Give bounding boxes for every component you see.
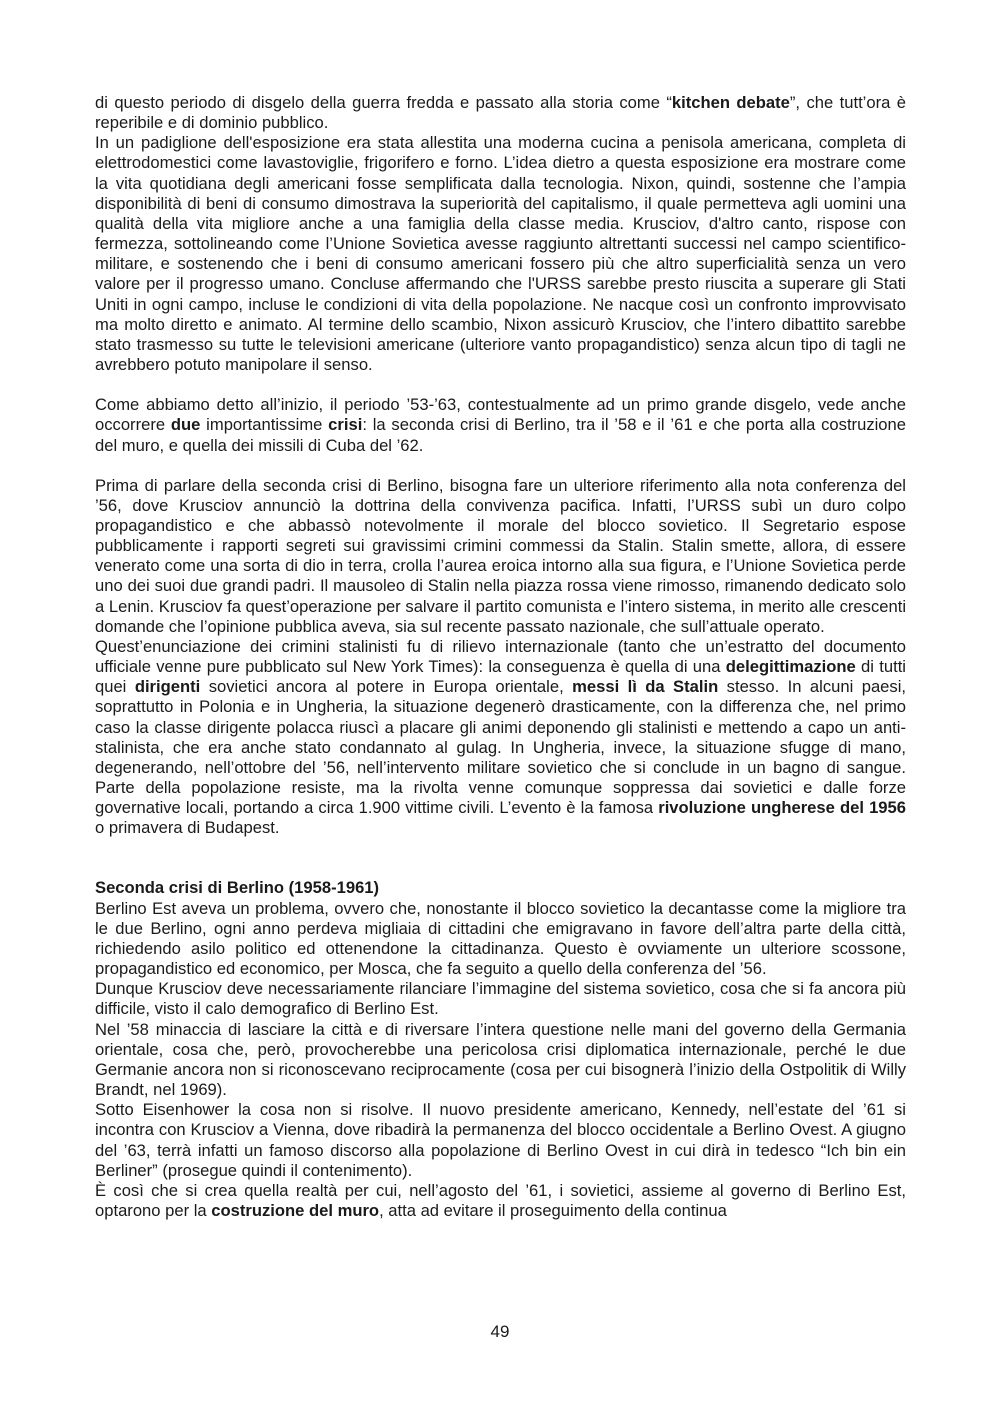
text-run: stesso. In alcuni paesi, soprattutto in Polonia e in Ungheria, la situazione degenerò drasticamente, con la differenza che, nel primo caso la classe dirigente polacca riuscì a placare gli animi deponendo gli stalinisti e mettendo a capo un anti-stalinista, che era anche stato condannato al gulag. In Ungheria, invece, la situazione sfugge di mano, degenerando, nell’ottobre del ’56, nell’intervento militare sovietico che si conclude in un bagno di sangue. Parte della popolazione resiste, ma la rivolta venne comunque soppressa dai sovietici e dalle forze governative locali, portando a circa 1.900 vittime civili. L’evento è la famosa: [95, 677, 906, 818]
text-run: In un padiglione dell'esposizione era stata allestita una moderna cucina a penisola americana, completa di elettrodomestici come lavastoviglie, frigorifero e forno. L’idea dietro a questa esposizione era mostrare come la vita quotidiana degli americani fosse semplificata dalla tecnologia. Nixon, quindi, sostenne che l’ampia disponibilità di beni di consumo dimostrava la superiorità del capitalismo, il quale permetteva agli uomini una qualità della vita migliore anche a una famiglia della classe media. Krusciov, d'altro canto, rispose con fermezza, sottolineando come l’Unione Sovietica avesse raggiunto altrettanti successi nel campo scientifico-militare, e sostenendo che i beni di consumo americani fossero più che altro superficialità senza un vero valore per il progresso umano. Concluse affermando che l'URSS sarebbe presto riuscita a superare gli Stati Uniti in ogni campo, incluse le condizioni di vita della popolazione. Ne nacque così un confronto improvvisato ma molto diretto e animato. Al termine dello scambio, Nixon assicurò Krusciov, che l’intero dibattito sarebbe stato trasmesso su tutte le televisioni americane (ulteriore vanto propagandistico) senza alcun tipo di tagli ne avrebbero potuto manipolare il senso.: [95, 133, 906, 375]
text-run: sovietici ancora al potere in Europa orientale,: [200, 677, 573, 697]
bold-text: costruzione del muro: [211, 1200, 380, 1220]
text-run: Quest’enunciazione dei crimini stalinisti fu di rilievo internazionale (tanto che un’estratto del documento ufficiale venne pure pubblicato sul New York Times): la conseguenza è quella di una: [95, 636, 906, 677]
para-relaunch-image: [95, 979, 906, 1019]
para-delegitimation: [95, 637, 906, 839]
text-run: o primavera di Budapest.: [95, 818, 280, 838]
text-run: Come abbiamo detto all’inizio, il periodo ’53-’63, contestualmente ad un primo grande disgelo, vede anche occorrere: [95, 395, 906, 435]
bold-text: due: [170, 415, 201, 435]
text-run: Nel ’58 minaccia di lasciare la città e di riversare l’intera questione nelle mani del governo della Germania orientale, cosa che, però, provocherebbe una pericolosa crisi diplomatica internazionale, perché le due Germanie ancora non si riconoscevano reciprocamente (cosa per cui bisognerà l’inizio della Ostpolitik di Willy Brandt, nel 1969).: [95, 1019, 906, 1100]
text-run: : la seconda crisi di Berlino, tra il ’58 e il ’61 e che porta alla costruzione del muro, e quella dei missili di Cuba del ’62.: [95, 415, 906, 455]
bold-text: messi lì da Stalin: [572, 677, 719, 697]
bold-text: rivoluzione ungherese del 1956: [658, 798, 906, 818]
para-berlin-problem: [95, 899, 906, 980]
text-run: Prima di parlare della seconda crisi di Berlino, bisogna fare un ulteriore riferimento alla nota conferenza del ’56, dove Krusciov annunciò la dottrina della convivenza pacifica. Infatti, l’URSS subì un duro colpo propagandistico e che abbassò notevolmente il morale del blocco sovietico. Il Segretario espose pubblicamente i rapporti segreti sui gravissimi crimini commessi da Stalin. Stalin smette, allora, di essere venerato come una sorta di dio in terra, crolla l’aurea eroica intorno alla sua figura, e l’Unione Sovietica perde uno dei suoi due grandi padri. Il mausoleo di Stalin nella piazza rossa viene rimosso, rimanendo dedicato solo a Lenin. Krusciov fa quest’operazione per salvare il partito comunista e l’intero sistema, in merito alle crescenti domande che l’opinione pubblica aveva, sia sul recente passato nazionale, che sull’attuale operato.: [95, 475, 906, 636]
text-run: ”, che tutt’ora è reperibile e di dominio pubblico.: [95, 93, 906, 133]
para-threat-58: [95, 1020, 906, 1101]
text-run: È così che si crea quella realtà per cui, nell’agosto del ’61, i sovietici, assieme al governo di Berlino Est, optarono per la: [95, 1180, 906, 1220]
bold-text: delegittimazione: [725, 657, 856, 677]
para-conference-56: [95, 476, 906, 637]
para-wall: [95, 1181, 906, 1221]
para-two-crises: [95, 395, 906, 455]
text-run: Sotto Eisenhower la cosa non si risolve. Il nuovo presidente americano, Kennedy, nell’estate del ’61 si incontra con Krusciov a Vienna, dove ribadirà la permanenza del blocco occidentale a Berlino Ovest. A giugno del ’63, terrà infatti un famoso discorso alla popolazione di Berlino Ovest in cui dirà in tedesco “Ich bin ein Berliner” (prosegue quindi il contenimento).: [95, 1100, 906, 1180]
bold-text: kitchen debate: [671, 93, 790, 112]
section-heading-berlin: [95, 878, 906, 898]
para-kitchen-debate-intro: [95, 93, 906, 133]
text-run: Berlino Est aveva un problema, ovvero che, nonostante il blocco sovietico la decantasse come la migliore tra le due Berlino, ogni anno perdeva migliaia di cittadini che emigravano in favore dell’altra parte della città, richiedendo asilo politico ed ottenendone la cittadinanza. Questo è ovviamente un ulteriore scossone, propagandistico ed economico, per Mosca, che fa seguito a quello della conferenza del ’56.: [95, 898, 906, 979]
para-kennedy: [95, 1100, 906, 1181]
text-run: di tutti quei: [95, 657, 906, 697]
text-run: Dunque Krusciov deve necessariamente rilanciare l’immagine del sistema sovietico, cosa che si fa ancora più difficile, visto il calo demografico di Berlino Est.: [95, 979, 906, 1019]
text-run: , atta ad evitare il proseguimento della continua: [379, 1200, 727, 1220]
page-number: 49: [490, 1322, 510, 1341]
text-run: importantissime: [200, 415, 329, 435]
text-run: di questo periodo di disgelo della guerra fredda e passato alla storia come “: [95, 93, 672, 112]
document-body: [95, 93, 906, 1221]
bold-text: crisi: [328, 415, 363, 435]
bold-text: dirigenti: [134, 677, 201, 697]
bold-text: Seconda crisi di Berlino (1958-1961): [95, 878, 380, 898]
para-american-kitchen: [95, 133, 906, 375]
